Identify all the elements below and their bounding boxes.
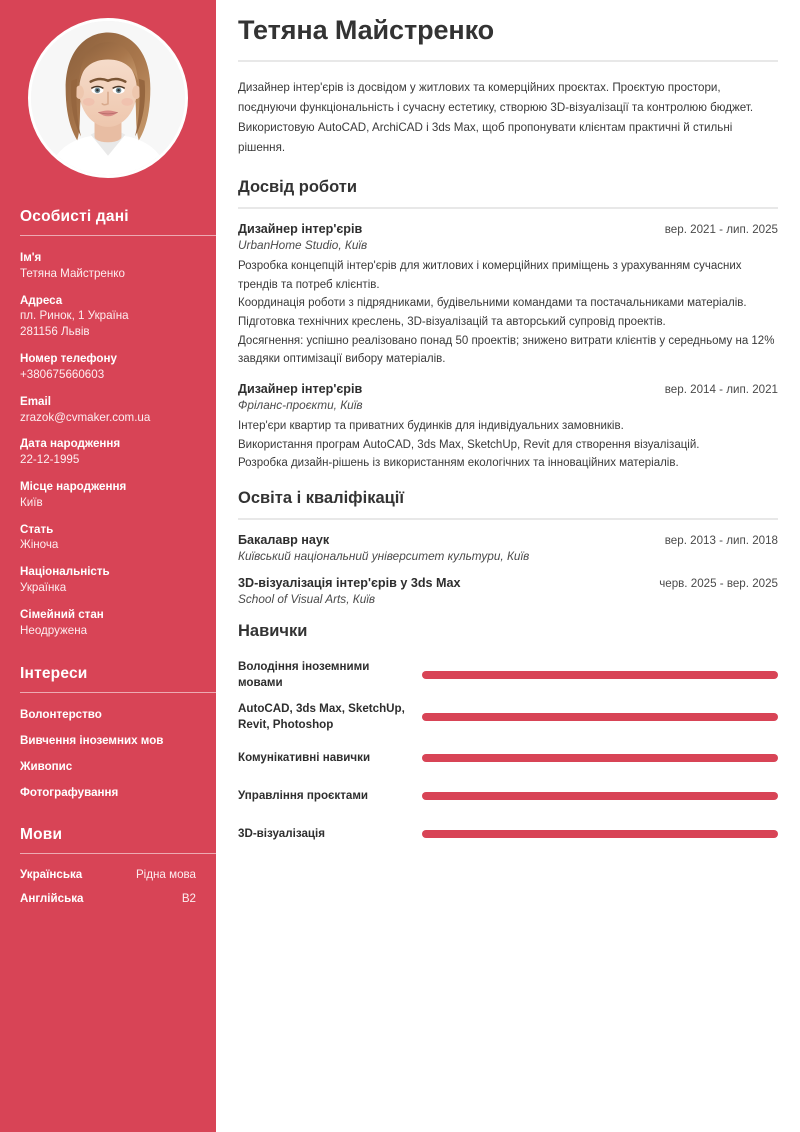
personal-field-value: пл. Ринок, 1 Україна bbox=[20, 309, 129, 323]
sidebar-divider bbox=[20, 692, 216, 693]
skill-bar-fill bbox=[422, 671, 778, 679]
personal-field-value: Українка bbox=[20, 581, 67, 594]
experience-entry-date: вер. 2014 - лип. 2021 bbox=[664, 382, 778, 396]
skill-bar-fill bbox=[422, 792, 778, 800]
education-entry-title: 3D-візуалізація інтер'єрів у 3ds Max bbox=[238, 575, 461, 590]
experience-entry-title: Дизайнер інтер'єрів bbox=[238, 381, 363, 396]
interests-list bbox=[20, 707, 216, 800]
skills-list bbox=[238, 659, 778, 848]
page-title: Тетяна Майстренко bbox=[238, 15, 495, 45]
experience-entry-subtitle: UrbanHome Studio, Київ bbox=[238, 238, 368, 253]
skill-bar-track bbox=[422, 792, 778, 800]
personal-field bbox=[20, 250, 216, 282]
section-experience bbox=[238, 178, 778, 473]
personal-field-value: Неодружена bbox=[20, 623, 88, 637]
section-education bbox=[238, 489, 778, 606]
personal-field-label: Сімейний стан bbox=[20, 607, 104, 621]
education-entry-title: Бакалавр наук bbox=[238, 532, 330, 547]
education-entry-subtitle: Київський національний університет культури, Київ bbox=[238, 548, 530, 563]
languages-list bbox=[20, 868, 216, 905]
sidebar-section-interests bbox=[20, 665, 216, 800]
sidebar-section-personal bbox=[20, 208, 216, 639]
sidebar-divider bbox=[20, 235, 216, 236]
education-entry bbox=[238, 576, 778, 606]
experience-entry-header bbox=[238, 382, 778, 396]
personal-field-value: Жіноча bbox=[20, 538, 59, 552]
profile-summary: Дизайнер інтер'єрів із досвідом у житлових та комерційних проєктах. Проєктую простори, поєднуючи функціональність і сучасну естетику, створюю 3D-візуалізації та контролюю бюджет. Використовую AutoCAD, ArchiCAD і 3ds Max, щоб пропонувати клієнтам практичні й стильні рішення. bbox=[238, 81, 754, 155]
skill-label: Управління проєктами bbox=[238, 788, 369, 802]
interest-item: Волонтерство bbox=[20, 707, 102, 721]
personal-fields-list bbox=[20, 250, 216, 639]
skill-row bbox=[238, 659, 778, 691]
education-entry bbox=[238, 533, 778, 563]
skill-bar-fill bbox=[422, 830, 778, 838]
sidebar-section-languages bbox=[20, 826, 216, 905]
skill-row bbox=[238, 701, 778, 733]
personal-field-label: Email bbox=[20, 394, 51, 408]
language-level: B2 bbox=[181, 891, 196, 905]
language-name: Українська bbox=[20, 867, 83, 881]
personal-field bbox=[20, 436, 216, 468]
personal-field bbox=[20, 607, 216, 639]
personal-field-value: +380675660603 bbox=[20, 367, 105, 381]
language-row bbox=[20, 892, 216, 905]
avatar bbox=[28, 18, 188, 178]
experience-entry bbox=[238, 382, 778, 473]
experience-entry-description: Розробка дизайн-рішень із використанням екологічних та інноваційних матеріалів. bbox=[238, 457, 679, 470]
experience-entry-description: Інтер'єри квартир та приватних будинків для індивідуальних замовників. bbox=[238, 419, 624, 432]
education-entry-subtitle: School of Visual Arts, Київ bbox=[238, 591, 376, 606]
title-divider bbox=[238, 60, 778, 62]
personal-field-value: 281156 Львів bbox=[20, 325, 90, 339]
interest-item: Вивчення іноземних мов bbox=[20, 733, 164, 747]
personal-field-value: Тетяна Майстренко bbox=[20, 266, 125, 280]
sidebar-divider bbox=[20, 853, 216, 854]
education-entry-date: вер. 2013 - лип. 2018 bbox=[664, 533, 778, 547]
portrait-photo-icon bbox=[31, 21, 185, 175]
skill-bar-track bbox=[422, 671, 778, 679]
skill-bar-fill bbox=[422, 754, 778, 762]
personal-field-label: Національність bbox=[20, 565, 110, 579]
section-divider bbox=[238, 518, 778, 520]
experience-entry-subtitle: Фріланс-проєкти, Київ bbox=[238, 397, 363, 412]
experience-entry-description: Досягнення: успішно реалізовано понад 50 проектів; знижено витрати клієнтів у середньому на 12% завдяки оптимізації вибору матеріалів. bbox=[238, 334, 775, 366]
personal-field-label: Стать bbox=[20, 522, 54, 536]
skill-label: Комунікативні навички bbox=[238, 750, 371, 764]
section-heading-education: Освіта і кваліфікації bbox=[238, 488, 404, 507]
personal-field-value: zrazok@cvmaker.com.ua bbox=[20, 410, 151, 424]
experience-entry-description: Використання програм AutoCAD, 3ds Max, SketchUp, Revit для створення візуалізацій. bbox=[238, 438, 700, 451]
main-content bbox=[216, 0, 800, 1132]
personal-field-label: Адреса bbox=[20, 293, 63, 307]
interest-item: Фотографування bbox=[20, 785, 119, 799]
section-divider bbox=[238, 207, 778, 209]
sidebar-heading-languages: Мови bbox=[20, 825, 63, 843]
sidebar-heading-personal: Особисті дані bbox=[20, 208, 129, 225]
section-heading-skills: Навички bbox=[238, 621, 308, 640]
experience-entry-description: Координація роботи з підрядниками, будівельними командами та постачальниками матеріалів. bbox=[238, 297, 747, 310]
personal-field-label: Номер телефону bbox=[20, 352, 117, 366]
skill-bar-track bbox=[422, 830, 778, 838]
skill-bar-track bbox=[422, 713, 778, 721]
language-name: Англійська bbox=[20, 891, 84, 905]
experience-entry-description: Розробка концепцій інтер'єрів для житлових і комерційних приміщень з урахуванням сучасних трендів та потреб клієнтів. bbox=[238, 260, 742, 291]
sidebar-heading-interests: Інтереси bbox=[20, 664, 88, 682]
skill-label: AutoCAD, 3ds Max, SketchUp, Revit, Photoshop bbox=[238, 702, 405, 732]
sidebar bbox=[0, 0, 216, 1132]
personal-field-label: Ім'я bbox=[20, 251, 42, 264]
education-entry-date: черв. 2025 - вер. 2025 bbox=[659, 576, 778, 590]
skill-row bbox=[238, 744, 778, 772]
interest-item: Живопис bbox=[20, 759, 73, 773]
skill-bar-track bbox=[422, 754, 778, 762]
personal-field-value: 22-12-1995 bbox=[20, 453, 80, 467]
skill-row bbox=[238, 782, 778, 810]
skill-label: Володіння іноземними мовами bbox=[238, 659, 370, 689]
personal-field bbox=[20, 293, 216, 341]
personal-field bbox=[20, 479, 216, 511]
section-skills bbox=[238, 622, 778, 848]
personal-field-label: Місце народження bbox=[20, 480, 127, 494]
personal-field bbox=[20, 351, 216, 383]
skill-bar-fill bbox=[422, 713, 778, 721]
experience-entry-description: Підготовка технічних креслень, 3D-візуалізацій та авторський супровід проектів. bbox=[238, 316, 666, 329]
personal-field-value: Київ bbox=[20, 495, 43, 509]
education-list bbox=[238, 533, 778, 606]
education-entry-header bbox=[238, 533, 778, 547]
education-entry-header bbox=[238, 576, 778, 590]
experience-entry-header bbox=[238, 222, 778, 236]
language-level: Рідна мова bbox=[135, 867, 196, 881]
experience-list bbox=[238, 222, 778, 473]
experience-entry-title: Дизайнер інтер'єрів bbox=[238, 222, 363, 237]
skill-label: 3D-візуалізація bbox=[238, 826, 326, 840]
personal-field-label: Дата народження bbox=[20, 437, 121, 451]
personal-field bbox=[20, 564, 216, 596]
personal-field bbox=[20, 394, 216, 426]
skill-row bbox=[238, 820, 778, 848]
experience-entry bbox=[238, 222, 778, 369]
personal-field bbox=[20, 522, 216, 554]
section-heading-experience: Досвід роботи bbox=[238, 178, 358, 197]
experience-entry-date: вер. 2021 - лип. 2025 bbox=[664, 223, 778, 237]
language-row bbox=[20, 868, 216, 881]
